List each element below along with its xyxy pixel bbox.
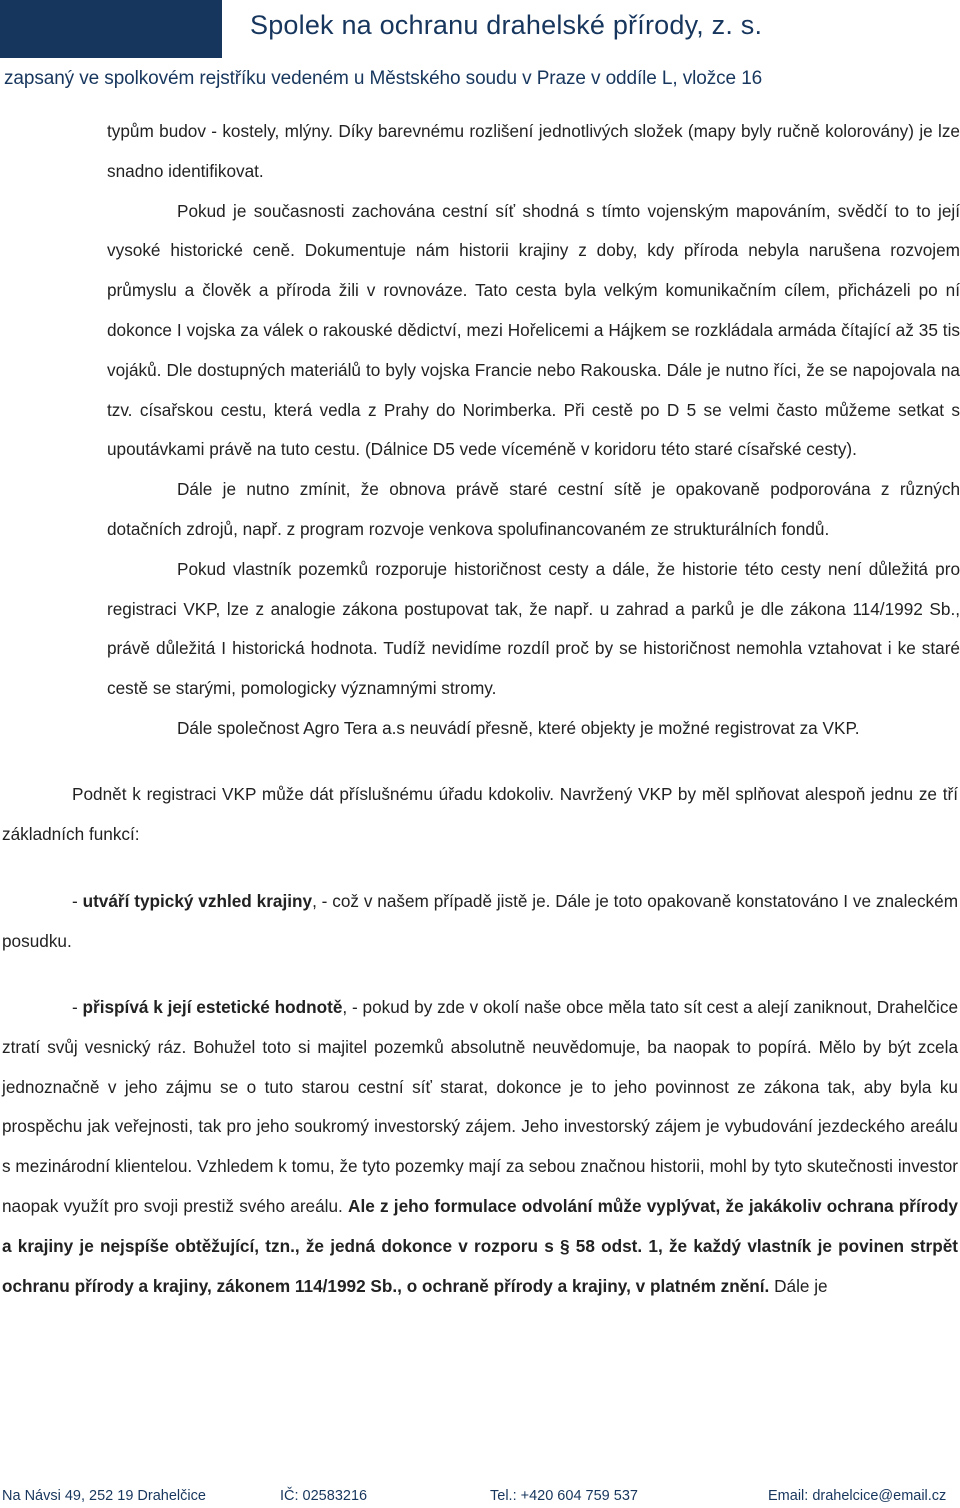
- paragraph-7: [2, 882, 958, 962]
- footer-ico: IČ: 02583216: [280, 1488, 368, 1504]
- paragraph-2: Pokud je současnosti zachována cestní síť shodná s tímto vojenským mapováním, svědčí to to její vysoké historické ceně. Dokumentuje nám historii krajiny z doby, kdy příroda nebyla narušena rozvojem průmyslu a člověk a příroda žili v rovnováze. Tato cesta byla velkým komunikačním cílem, přicházeli po ní dokonce I vojska za válek o rakouské dědictví, mezi Hořelicemi a Hájkem se rozkládala armáda čítající až 35 tis vojáků. Dle dostupných materiálů to byly vojska Francie nebo Rakouska. Dále je nutno říci, že se napojovala na tzv. císařskou cestu, která vedla z Prahy do Norimberka. Při cestě po D 5 se velmi často můžeme setkat s upoutávkami právě na tuto cestu. (Dálnice D5 vede víceméně v koridoru této staré císařské cesty).: [107, 200, 960, 460]
- function-2-text: , - pokud by zde v okolí naše obce měla tato sít cest a alejí zaniknout, Drahelčice ztratí svůj vesnický ráz. Bohužel toto si majitel pozemků absolutně neuvědomuje, ba naopak to popírá. Mělo by být zcela jednoznačně v jeho zájmu se o tuto starou cestní síť starat, dokonce je to jeho povinnost ze zákona tak, aby byla ku prospěchu jak veřejnosti, tak pro jeho soukromý investorský zájem. Jeho investorský zájem je vybudování jezdeckého areálu s mezinárodní klientelou. Vzhledem k tomu, že tyto pozemky mají za sebou značnou historii, mohl by tyto skutečnosti investor naopak využít pro svoji prestiž svého areálu.: [2, 996, 959, 1216]
- letterhead: [0, 0, 960, 58]
- paragraph-4: Pokud vlastník pozemků rozporuje historičnost cesty a dále, že historie této cesty není důležitá pro registraci VKP, lze z analogie zákona postupovat tak, že např. u zahrad a parků je dle zákona 114/1992 Sb., právě důležitá I historická hodnota. Tudíž nevidíme rozdíl proč by se historičnost nemohla vztahovat i ke staré cestě se starými, pomologicky významnými stromy.: [107, 558, 960, 699]
- footer-email: Email: drahelcice@email.cz: [768, 1488, 947, 1504]
- paragraph-8: [2, 988, 958, 1306]
- paragraph-1: typům budov - kostely, mlýny. Díky barevnému rozlišení jednotlivých složek (mapy byly ručně kolorovány) je lze snadno identifikovat.: [107, 121, 960, 181]
- organization-name: Spolek na ochranu drahelské přírody, z. s.: [250, 10, 763, 40]
- document-body: [0, 112, 960, 1306]
- function-1-title: utváří typický vzhled krajiny: [82, 891, 313, 912]
- function-1-text: , - což v našem případě jistě je. Dále je toto opakovaně konstatováno I ve znaleckém posudku.: [2, 891, 959, 952]
- paragraph-6: Podnět k registraci VKP může dát příslušnému úřadu kdokoliv. Navržený VKP by měl splňovat alespoň jednu ze tří základních funkcí:: [2, 783, 958, 844]
- letterhead-footer: [0, 1486, 960, 1508]
- list-dash: -: [72, 891, 83, 912]
- paragraph-3: Dále je nutno zmínit, že obnova právě staré cestní sítě je opakovaně podporována z různých dotačních zdrojů, např. z program rozvoje venkova spolufinancovaném ze strukturálních fondů.: [107, 479, 960, 539]
- legal-emphasis: Ale z jeho formulace odvolání může vyplývat, že jakákoliv ochrana přírody a krajiny je nejspíše obtěžující, tzn., že jedná dokonce v rozporu s § 58 odst. 1, že každý vlastník je povinen strpět ochranu přírody a krajiny, zákonem 114/1992 Sb., o ochraně přírody a krajiny, v platném znění.: [2, 1195, 958, 1296]
- paragraph-5: Dále společnost Agro Tera a.s neuvádí přesně, které objekty je možné registrovat za VKP.: [177, 717, 860, 738]
- function-2-tail: Dále je: [769, 1275, 828, 1296]
- footer-address: Na Návsi 49, 252 19 Drahelčice: [2, 1488, 206, 1504]
- footer-phone: Tel.: +420 604 759 537: [490, 1488, 638, 1504]
- letterhead-color-bar: [0, 0, 222, 58]
- registration-note: zapsaný ve spolkovém rejstříku vedeném u Městského soudu v Praze v oddíle L, vložce 16: [4, 68, 763, 89]
- function-2-title: přispívá k její estetické hodnotě: [82, 996, 343, 1017]
- list-dash: -: [72, 996, 83, 1017]
